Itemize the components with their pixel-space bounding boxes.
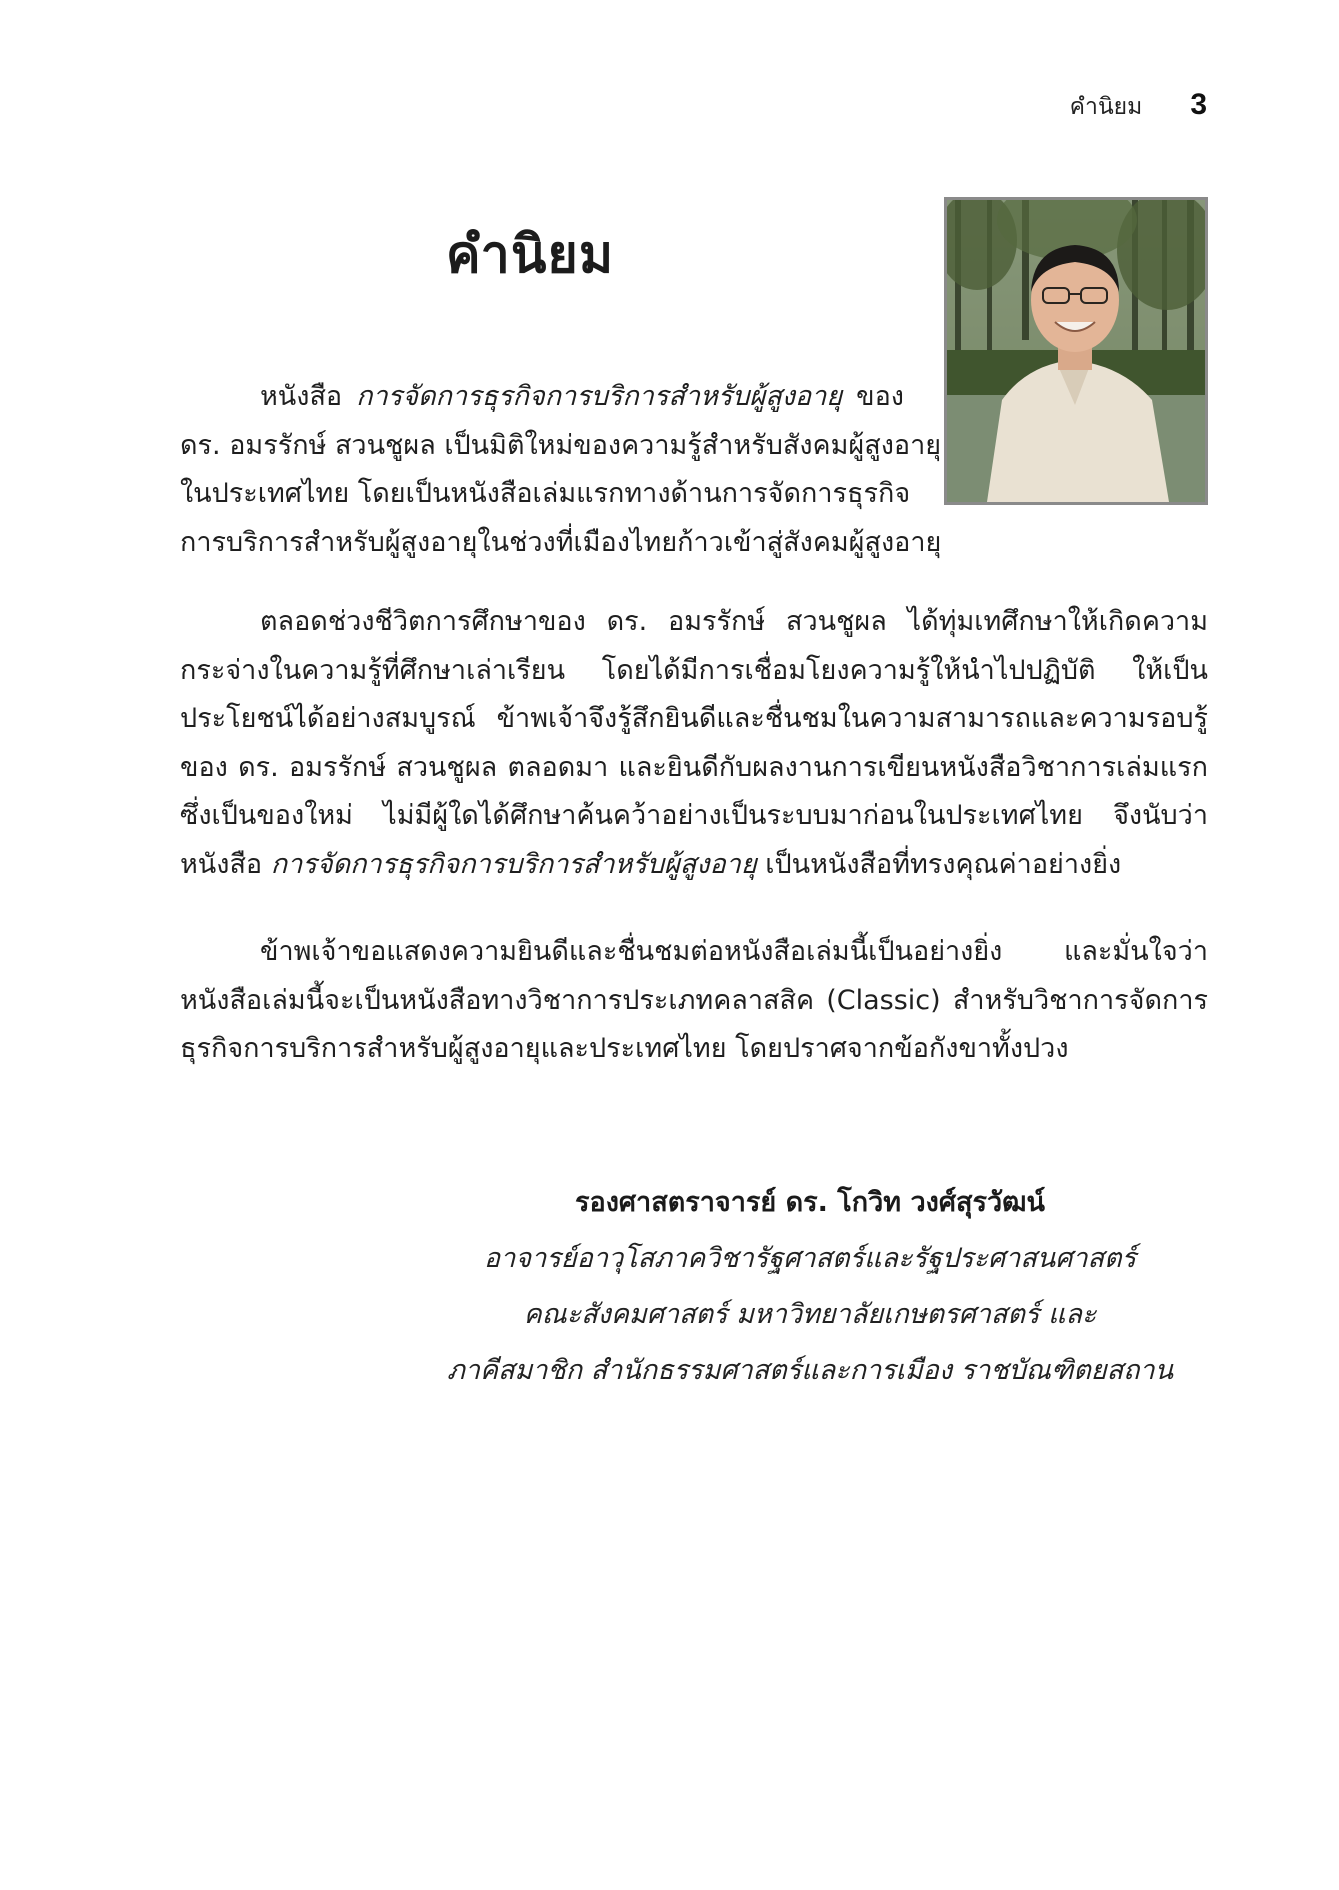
paragraph-1-line-1: หนังสือ การจัดการธุรกิจการบริการสำหรับผู้สูงอายุ ของ	[260, 381, 904, 412]
paragraph-2	[180, 598, 1208, 889]
signature-position: อาจารย์อาวุโสภาควิชารัฐศาสตร์และรัฐประศาสนศาสตร์	[483, 1243, 1137, 1274]
signature-block	[400, 1175, 1220, 1399]
paragraph-3-line-2: หนังสือเล่มนี้จะเป็นหนังสือทางวิชาการประเภทคลาสสิค (Classic) สำหรับวิชาการจัดการ	[180, 984, 1208, 1016]
signature-faculty: คณะสังคมศาสตร์ มหาวิทยาลัยเกษตรศาสตร์ และ	[523, 1299, 1097, 1330]
paragraph-2-line-6: หนังสือ การจัดการธุรกิจการบริการสำหรับผู้สูงอายุ เป็นหนังสือที่ทรงคุณค่าอย่างยิ่ง	[180, 848, 1122, 880]
book-title: การจัดการธุรกิจการบริการสำหรับผู้สูงอายุ	[356, 381, 843, 412]
paragraph-1-line-3: ในประเทศไทย โดยเป็นหนังสือเล่มแรกทางด้านการจัดการธุรกิจ	[180, 478, 911, 509]
paragraph-2-line-4: ของ ดร. อมรรักษ์ สวนชูผล ตลอดมา และยินดีกับผลงานการเขียนหนังสือวิชาการเล่มแรก	[180, 751, 1208, 783]
signature-affiliation: ภาคีสมาชิก สำนักธรรมศาสตร์และการเมือง ราชบัณฑิตยสถาน	[446, 1355, 1174, 1386]
page-title: คำนิยม	[445, 225, 615, 285]
book-title: การจัดการธุรกิจการบริการสำหรับผู้สูงอายุ	[270, 848, 757, 880]
paragraph-3-line-3: ธุรกิจการบริการสำหรับผู้สูงอายุและประเทศไทย โดยปราศจากข้อกังขาทั้งปวง	[180, 1033, 1069, 1064]
paragraph-1-line-4: การบริการสำหรับผู้สูงอายุในช่วงที่เมืองไทยก้าวเข้าสู่สังคมผู้สูงอายุ	[180, 526, 942, 558]
paragraph-3-line-1: ข้าพเจ้าขอแสดงความยินดีและชื่นชมต่อหนังสือเล่มนี้เป็นอย่างยิ่ง และมั่นใจว่า	[260, 936, 1208, 967]
running-head	[1070, 88, 1207, 125]
portrait-photo	[944, 197, 1208, 505]
running-head-title: คำนิยม	[1069, 94, 1143, 120]
paragraph-1	[180, 373, 942, 567]
paragraph-2-line-3: ประโยชน์ได้อย่างสมบูรณ์ ข้าพเจ้าจึงรู้สึกยินดีและชื่นชมในความสามารถและความรอบรู้	[180, 703, 1208, 734]
page-number: 3	[1190, 88, 1207, 121]
paragraph-3	[180, 928, 1208, 1074]
paragraph-2-line-2: กระจ่างในความรู้ที่ศึกษาเล่าเรียน โดยได้มีการเชื่อมโยงความรู้ให้นำไปปฏิบัติ ให้เป็น	[180, 654, 1208, 686]
portrait-photo-icon	[947, 200, 1205, 502]
paragraph-2-line-5: ซึ่งเป็นของใหม่ ไม่มีผู้ใดได้ศึกษาค้นคว้าอย่างเป็นระบบมาก่อนในประเทศไทย จึงนับว่า	[180, 800, 1208, 831]
paragraph-1-line-2: ดร. อมรรักษ์ สวนชูผล เป็นมิติใหม่ของความรู้สำหรับสังคมผู้สูงอายุ	[180, 429, 942, 461]
paragraph-2-line-1: ตลอดช่วงชีวิตการศึกษาของ ดร. อมรรักษ์ สวนชูผล ได้ทุ่มเทศึกษาให้เกิดความ	[260, 606, 1208, 637]
signature-name: รองศาสตราจารย์ ดร. โกวิท วงศ์สุรวัฒน์	[575, 1187, 1045, 1218]
